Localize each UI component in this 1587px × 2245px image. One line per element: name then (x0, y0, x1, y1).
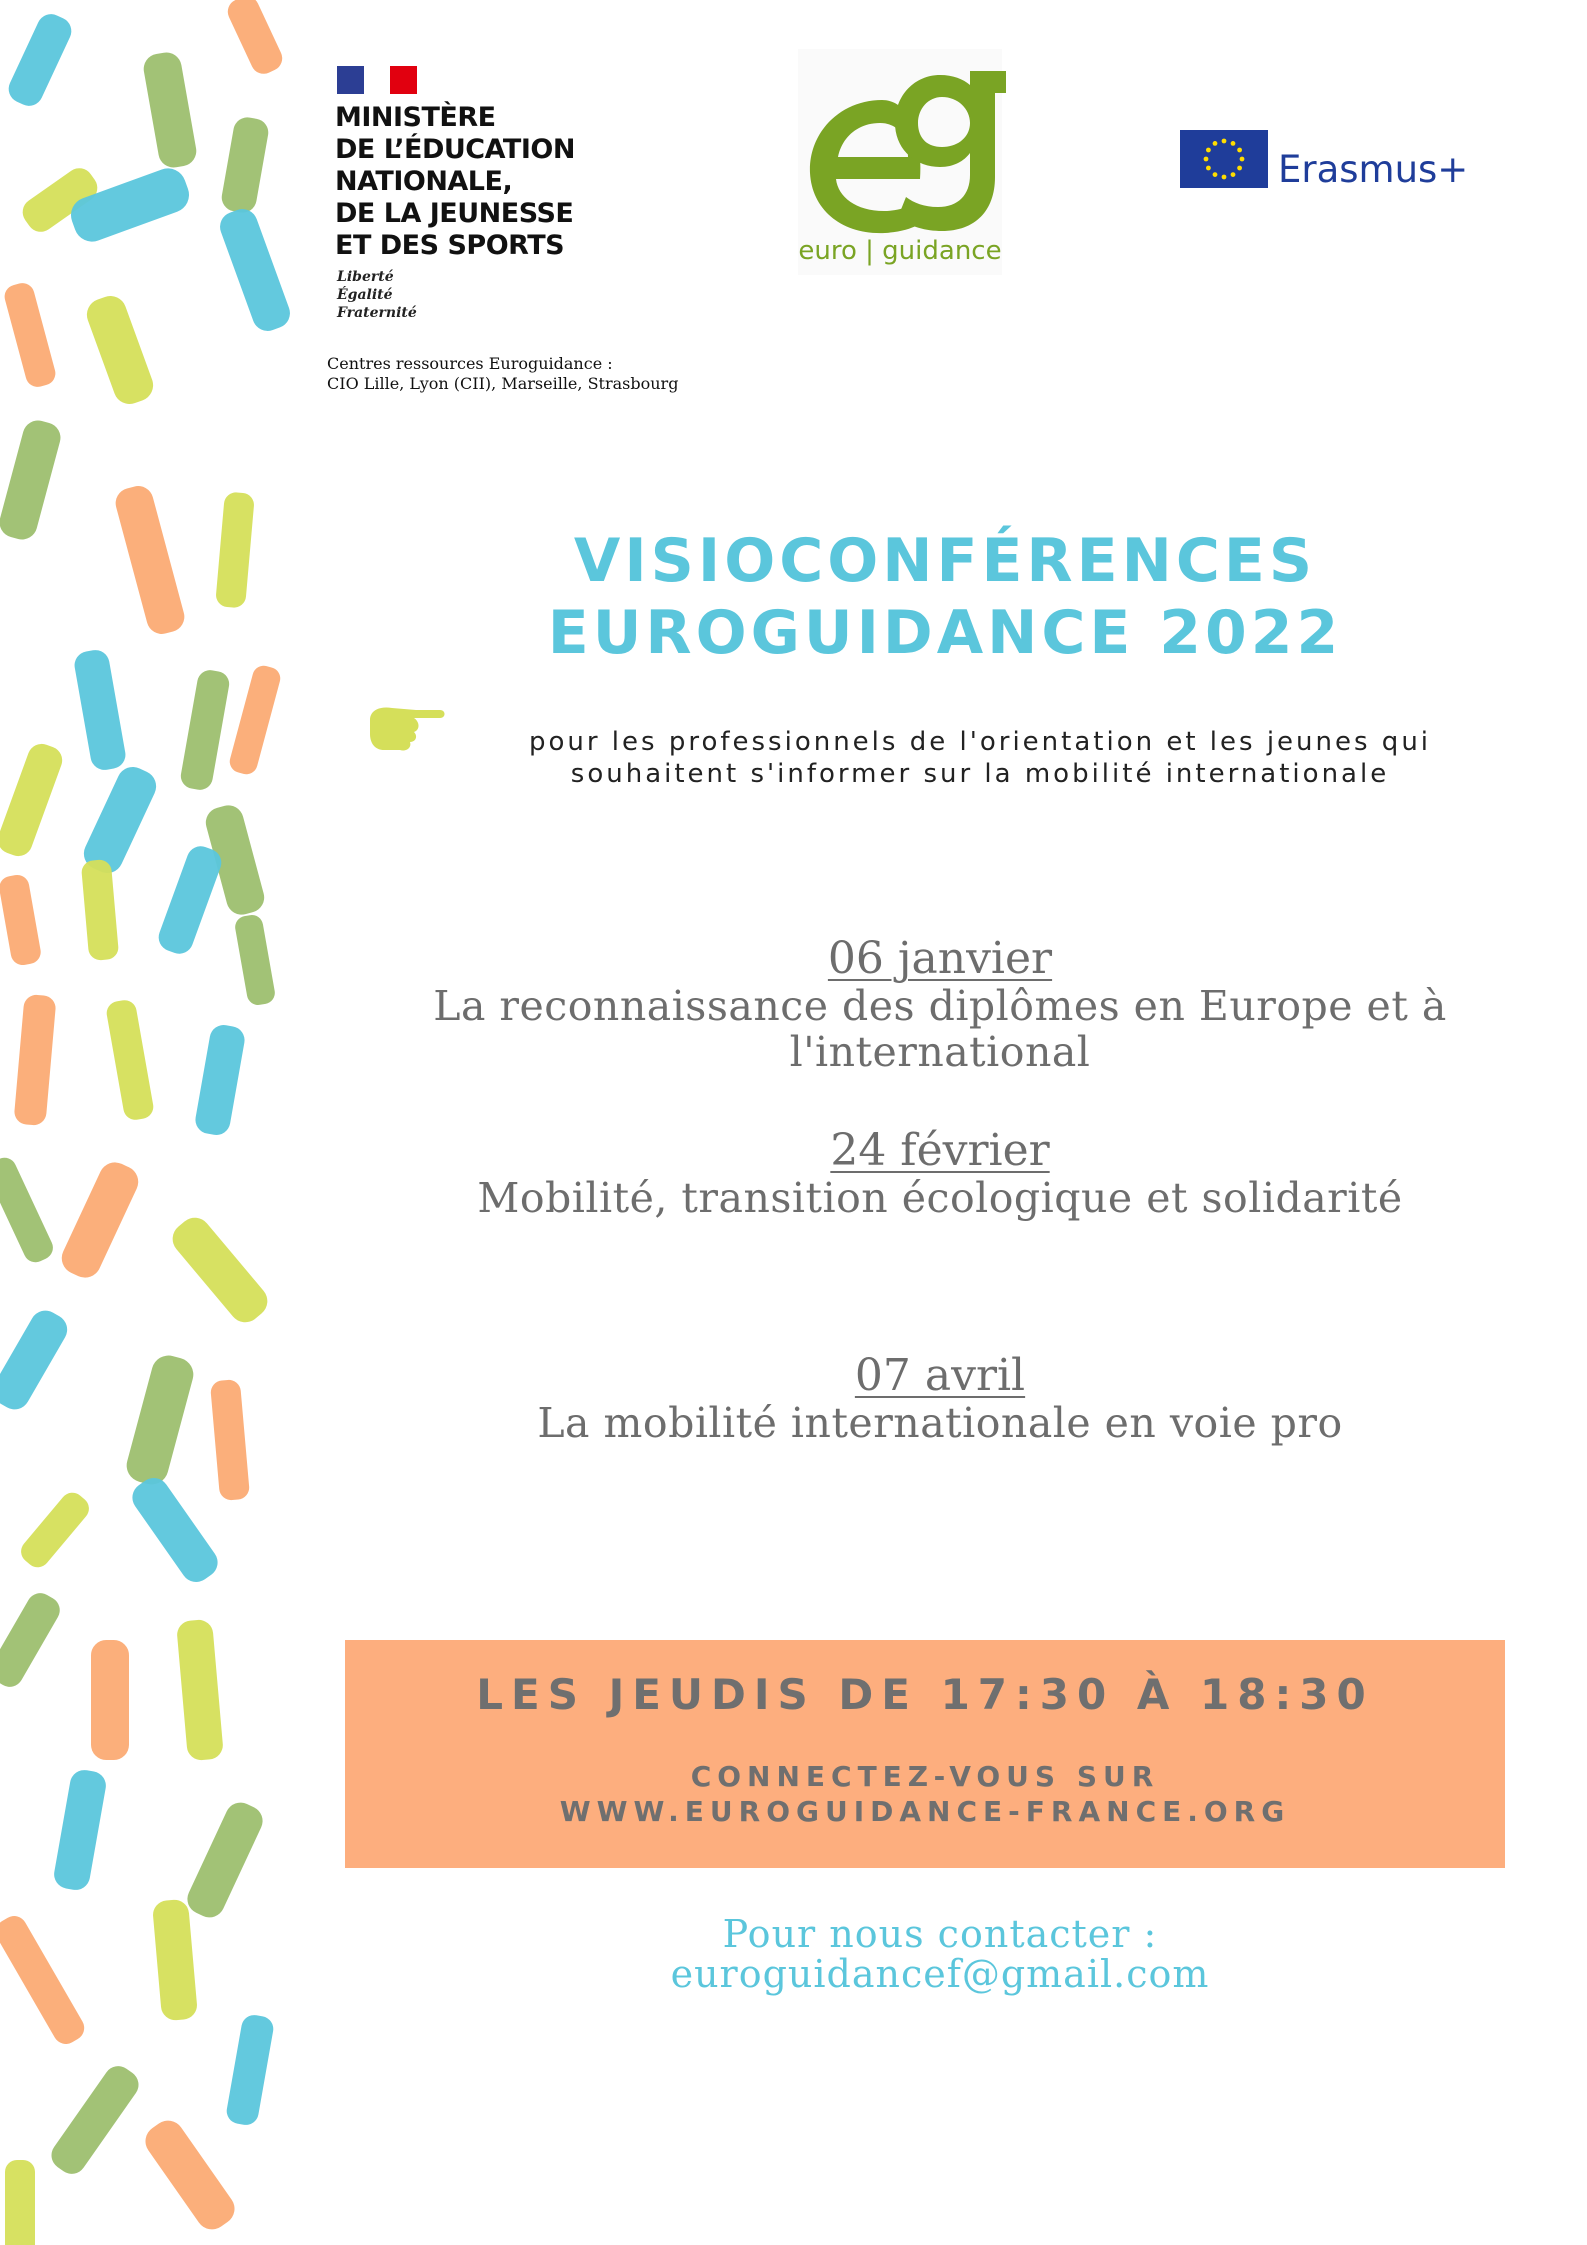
eu-star (1231, 141, 1236, 146)
brush-stroke (0, 873, 43, 967)
brush-stroke (91, 1640, 129, 1760)
ministry-name (335, 102, 625, 262)
event-title-line: La mobilité internationale en voie pro (537, 1399, 1343, 1447)
title-line-1: VISIOCONFÉRENCES (573, 526, 1317, 596)
eu-star (1237, 148, 1242, 153)
brush-stroke (224, 0, 287, 78)
brush-stroke (57, 1157, 144, 1283)
event-title-line: l'international (789, 1028, 1091, 1076)
brush-stroke (233, 913, 276, 1006)
brush-stroke (46, 2061, 144, 2180)
brush-stroke (225, 2013, 276, 2127)
resource-centers (327, 354, 847, 394)
event-date: 07 avril (854, 1350, 1026, 1401)
audience-line-2: souhaitent s'informer sur la mobilité internationale (570, 759, 1390, 789)
audience-line-1: pour les professionnels de l'orientation et les jeunes qui (528, 727, 1432, 757)
brush-stroke (5, 2160, 35, 2245)
brush-stroke (215, 491, 255, 608)
event-item (390, 935, 1490, 1075)
eu-star (1237, 166, 1242, 171)
ministry-line: NATIONALE, (335, 166, 513, 197)
brush-stroke (0, 417, 64, 543)
schedule-text: LES JEUDIS DE 17:30 À 18:30 (476, 1670, 1374, 1719)
contact-email-link[interactable]: euroguidancef@gmail.com (670, 1952, 1210, 1996)
brush-stroke (72, 648, 127, 772)
brush-stroke (179, 668, 231, 792)
brush-stroke (0, 1154, 57, 1266)
brush-stroke (123, 1352, 197, 1488)
french-flag-logo (337, 66, 417, 94)
brush-stroke (105, 998, 155, 1121)
brush-stroke (0, 1588, 65, 1692)
brush-stroke (216, 205, 294, 335)
brush-stroke (82, 291, 157, 408)
connect-text: CONNECTEZ-VOUS SUR (690, 1760, 1160, 1793)
contact-label: Pour nous contacter : (722, 1912, 1158, 1956)
eu-star (1222, 139, 1227, 144)
resource-centers-title: Centres ressources Euroguidance : (327, 354, 613, 373)
brush-stroke (0, 1911, 89, 2048)
website-link[interactable]: WWW.EUROGUIDANCE-FRANCE.ORG (559, 1795, 1291, 1828)
event-date: 06 janvier (827, 933, 1053, 984)
ministry-line: ET DES SPORTS (335, 230, 565, 261)
brush-stroke (182, 1798, 267, 1923)
motto-line: Liberté (337, 269, 394, 285)
brush-stroke (220, 115, 271, 215)
eu-flag-icon (1180, 130, 1268, 188)
brush-stroke (0, 740, 66, 860)
audience-description (450, 726, 1510, 790)
event-title-line: Mobilité, transition écologique et solidarité (477, 1174, 1403, 1222)
event-title-line: La reconnaissance des diplômes en Europe et à (433, 982, 1447, 1030)
euroguidance-caption: euro | guidance (798, 236, 1002, 266)
brush-stroke (227, 663, 283, 776)
contact-section (500, 1914, 1380, 1994)
eu-star (1213, 141, 1218, 146)
motto-line: Égalité (337, 287, 393, 303)
brush-stroke (155, 842, 226, 957)
brush-stroke (52, 1768, 108, 1892)
brush-stroke (176, 1619, 224, 1762)
eu-star (1222, 175, 1227, 180)
brush-stroke (16, 1488, 94, 1572)
brush-stroke (141, 50, 198, 170)
eu-star (1204, 157, 1209, 162)
title-line-2: EUROGUIDANCE 2022 (547, 598, 1343, 668)
motto-line: Fraternité (337, 305, 417, 321)
event-item (390, 1352, 1490, 1446)
brush-stroke (152, 1899, 198, 2022)
ministry-line: DE L’ÉDUCATION (335, 134, 575, 165)
resource-centers-list: CIO Lille, Lyon (CII), Marseille, Strasbourg (327, 374, 679, 393)
erasmus-logo-text: Erasmus+ (1278, 148, 1469, 191)
pointing-hand-icon (366, 700, 446, 760)
page-title (420, 525, 1470, 669)
schedule-banner (345, 1640, 1505, 1868)
brush-stroke (193, 1023, 247, 1137)
brush-stroke (166, 1211, 274, 1329)
eu-star (1240, 157, 1245, 162)
event-date: 24 février (830, 1125, 1050, 1176)
brush-stroke (210, 1379, 250, 1501)
eu-star (1231, 172, 1236, 177)
brush-stroke (139, 2114, 241, 2235)
ministry-line: DE LA JEUNESSE (335, 198, 574, 229)
ministry-line: MINISTÈRE (335, 102, 496, 133)
brush-stroke (2, 280, 58, 389)
brush-stroke (112, 483, 188, 638)
eu-star (1213, 172, 1218, 177)
republic-motto (337, 268, 457, 322)
brush-stroke (0, 1305, 73, 1415)
eu-star (1206, 166, 1211, 171)
eu-star (1206, 148, 1211, 153)
brush-stroke (126, 1472, 223, 1588)
event-item (390, 1127, 1490, 1221)
decorative-brush-strokes (0, 0, 300, 2245)
brush-stroke (4, 10, 76, 111)
brush-stroke (81, 859, 120, 961)
brush-stroke (13, 994, 56, 1126)
